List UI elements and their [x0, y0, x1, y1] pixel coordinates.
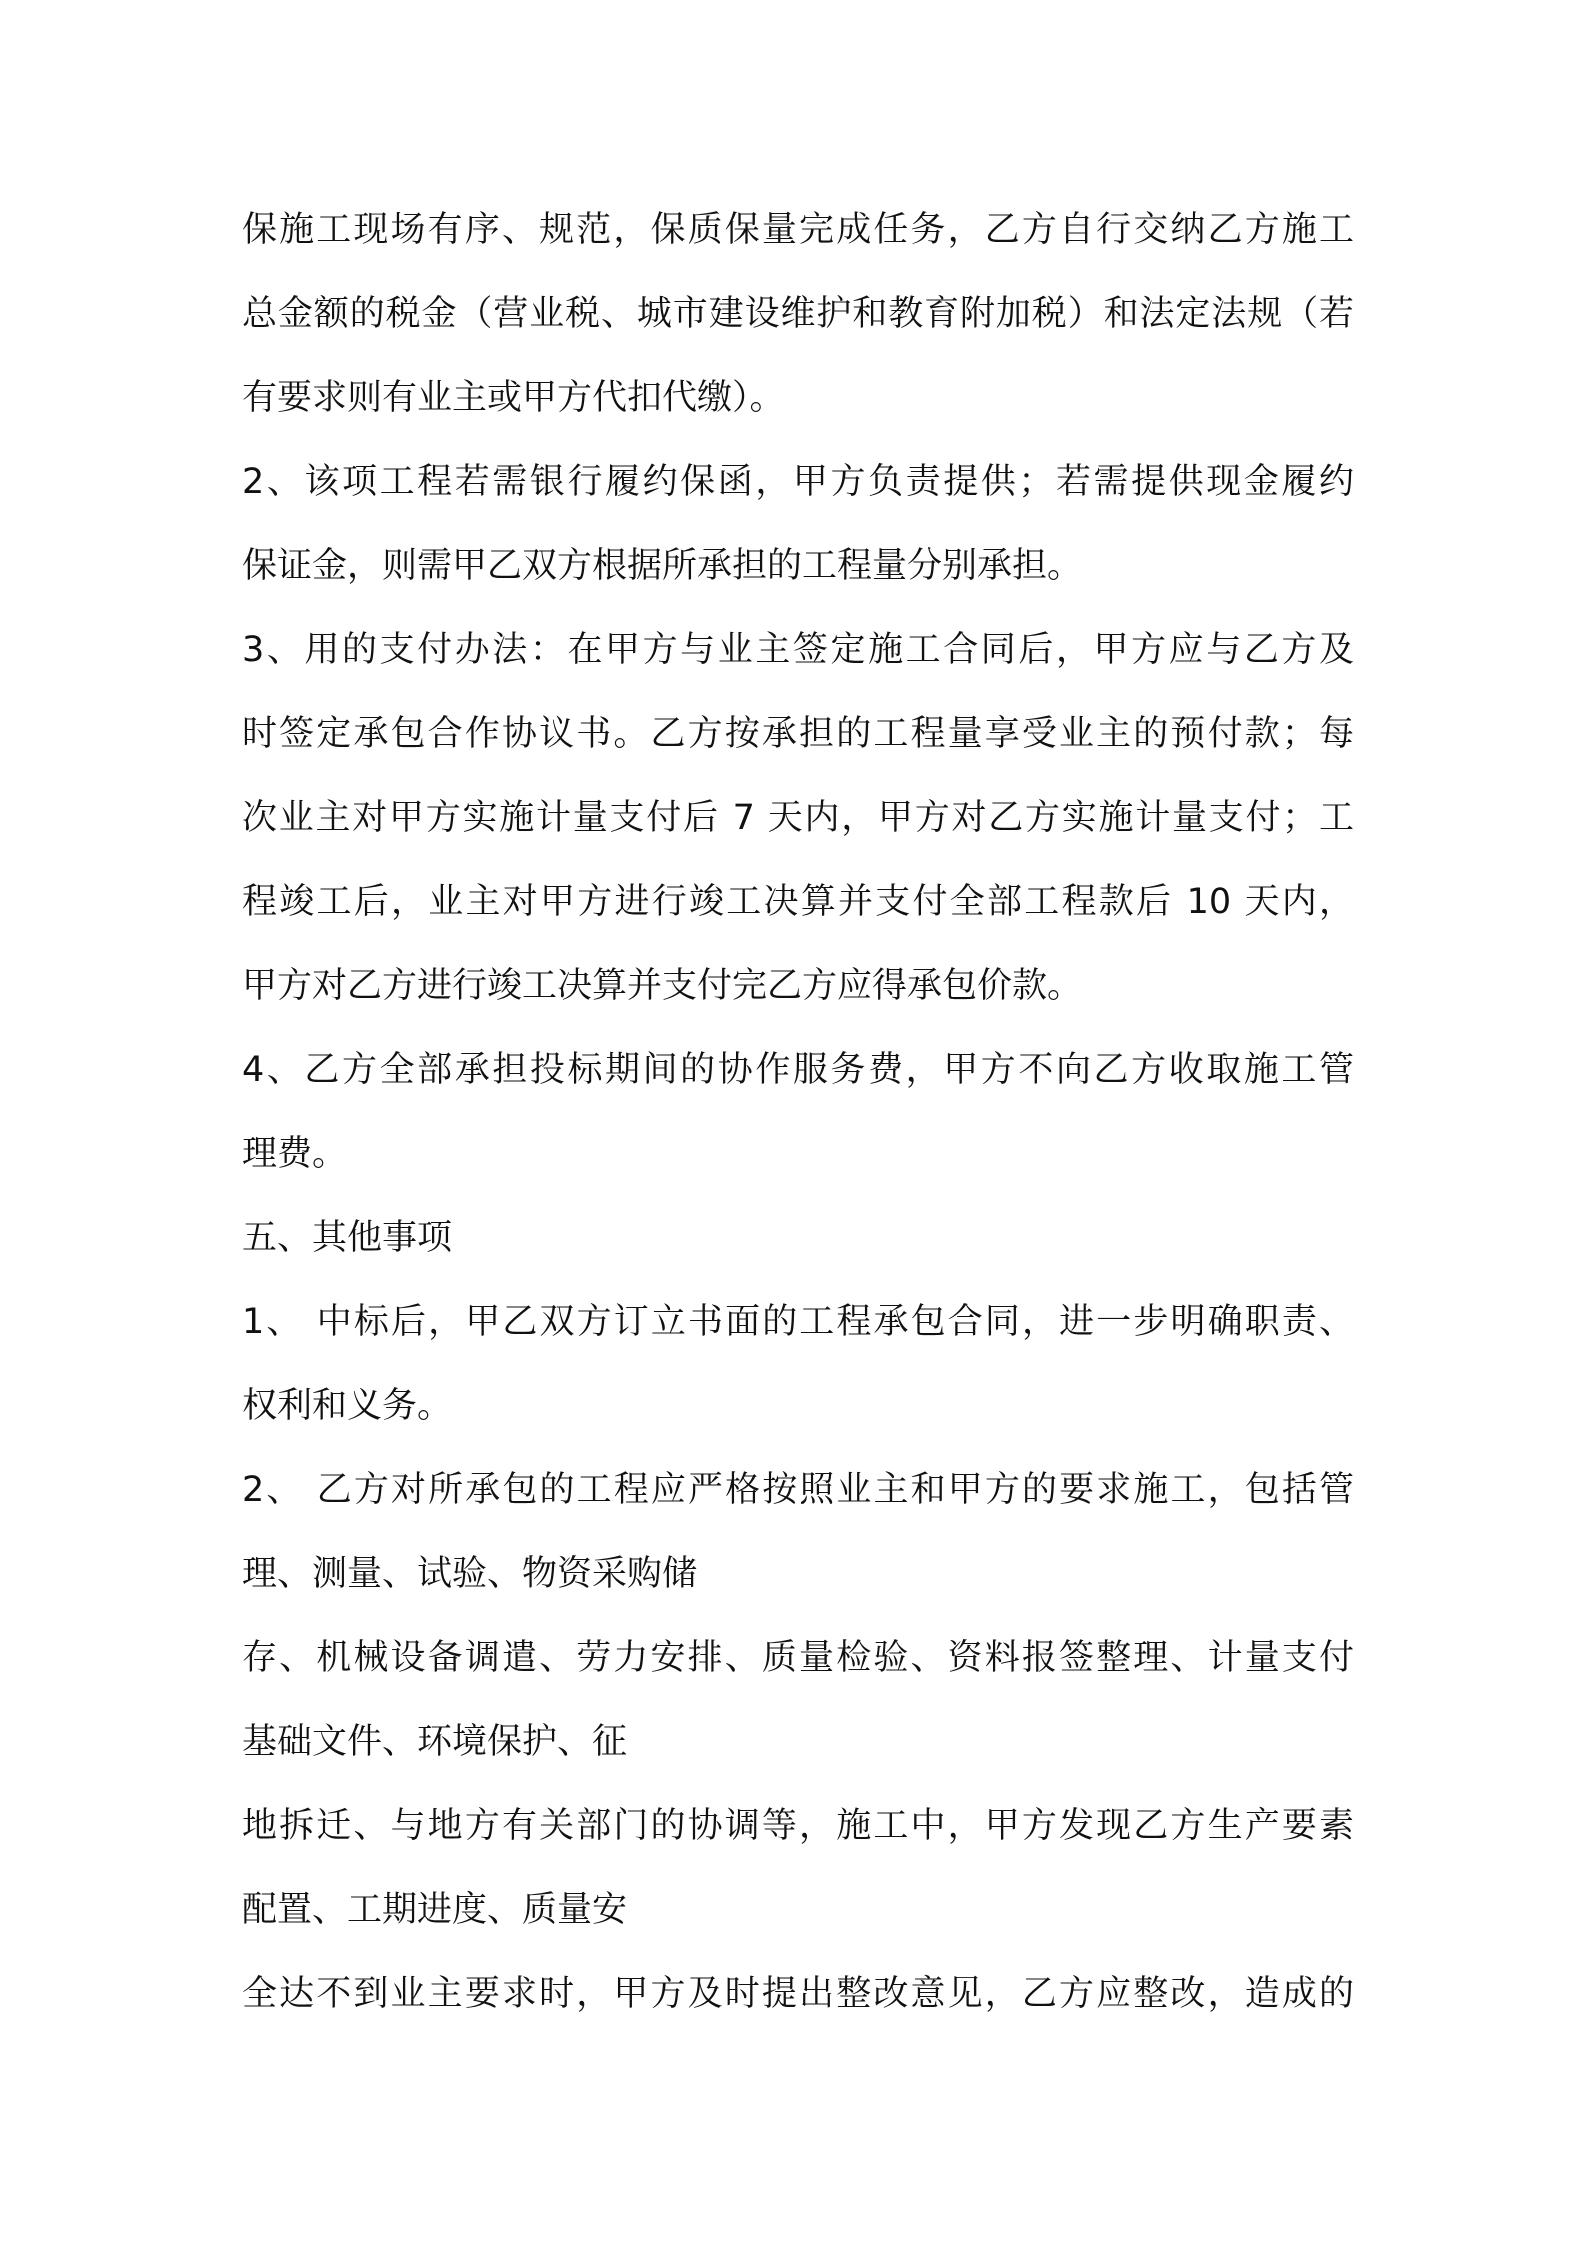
- text-line: 理、测量、试验、物资采购储: [242, 1554, 698, 1594]
- text-line: 总金额的税金（营业税、城市建设维护和教育附加税）和法定法规（若: [242, 294, 1354, 334]
- text-line: 甲方对乙方进行竣工决算并支付完乙方应得承包价款。: [242, 966, 1083, 1006]
- text-line: 地拆迁、与地方有关部门的协调等，施工中，甲方发现乙方生产要素: [242, 1806, 1354, 1846]
- text-line: 2、该项工程若需银行履约保函，甲方负责提供；若需提供现金履约: [242, 462, 1354, 502]
- text-line: 存、机械设备调遣、劳力安排、质量检验、资料报签整理、计量支付: [242, 1638, 1354, 1678]
- text-line: 保证金，则需甲乙双方根据所承担的工程量分别承担。: [242, 546, 1083, 586]
- text-line: 有要求则有业主或甲方代扣代缴）。: [242, 378, 785, 418]
- text-line: 次业主对甲方实施计量支付后 7 天内，甲方对乙方实施计量支付；工: [242, 798, 1354, 838]
- text-line: 1、 中标后，甲乙双方订立书面的工程承包合同，进一步明确职责、: [242, 1302, 1354, 1342]
- text-line: 理费。: [242, 1134, 348, 1174]
- text-line: 全达不到业主要求时，甲方及时提出整改意见，乙方应整改，造成的: [242, 1974, 1354, 2014]
- text-line: 程竣工后，业主对甲方进行竣工决算并支付全部工程款后 10 天内，: [242, 882, 1354, 922]
- text-line: 时签定承包合作协议书。乙方按承担的工程量享受业主的预付款；每: [242, 714, 1354, 754]
- text-line: 2、 乙方对所承包的工程应严格按照业主和甲方的要求施工，包括管: [242, 1470, 1354, 1510]
- text-line: 4、乙方全部承担投标期间的协作服务费，甲方不向乙方收取施工管: [242, 1050, 1354, 1090]
- text-line: 基础文件、环境保护、征: [242, 1722, 628, 1762]
- text-line: 保施工现场有序、规范，保质保量完成任务，乙方自行交纳乙方施工: [242, 210, 1354, 250]
- text-line: 权利和义务。: [242, 1386, 453, 1426]
- text-line: 3、用的支付办法：在甲方与业主签定施工合同后，甲方应与乙方及: [242, 630, 1354, 670]
- section-heading: 五、其他事项: [242, 1218, 453, 1258]
- text-line: 配置、工期进度、质量安: [242, 1890, 628, 1930]
